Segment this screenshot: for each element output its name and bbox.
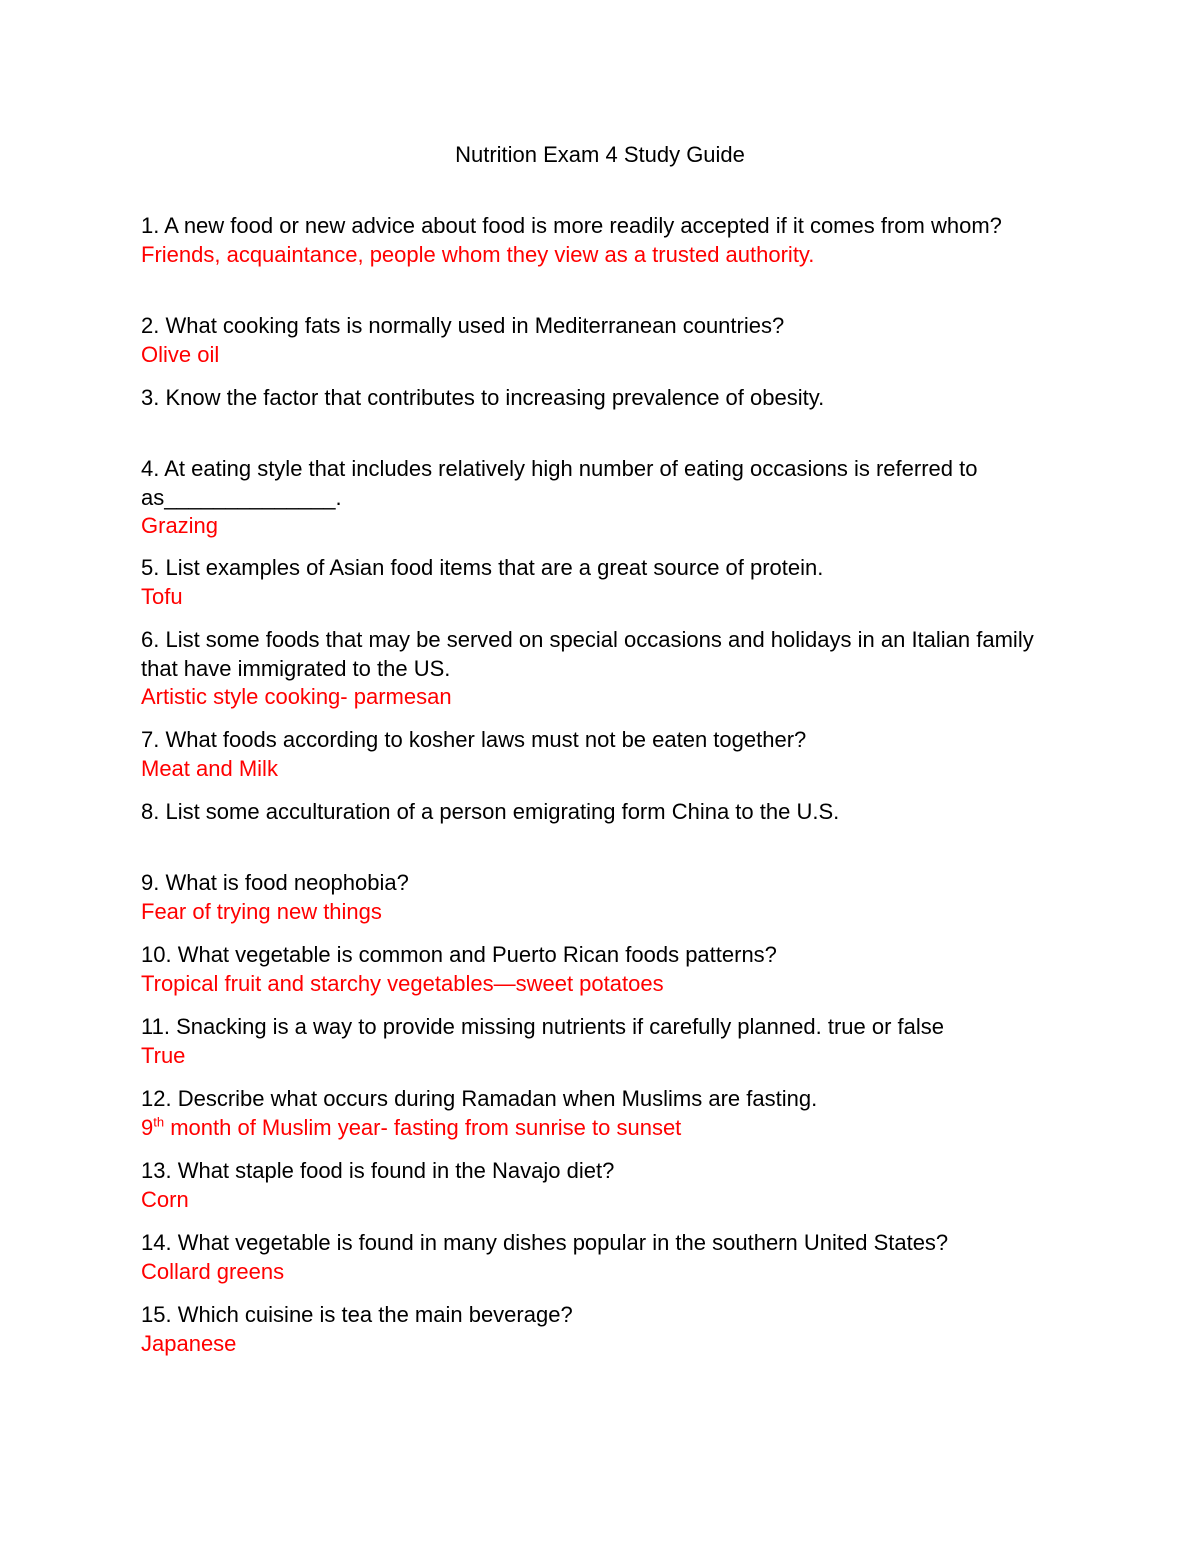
answer-text: Collard greens bbox=[141, 1258, 285, 1284]
question-block-3 bbox=[141, 384, 1061, 413]
answer-text: Friends, acquaintance, people whom they view as a trusted authority. bbox=[141, 241, 815, 267]
answer-text: Tropical fruit and starchy vegetables—sweet potatoes bbox=[141, 970, 664, 996]
question-text: 10. What vegetable is common and Puerto Rican foods patterns? bbox=[141, 942, 777, 967]
question-block-11 bbox=[141, 1013, 1061, 1070]
question-block-12 bbox=[141, 1085, 1061, 1142]
answer-ordinal-suffix: th bbox=[153, 1114, 165, 1130]
question-text: 12. Describe what occurs during Ramadan when Muslims are fasting. bbox=[141, 1086, 818, 1111]
question-block-2 bbox=[141, 312, 1061, 369]
answer-text: Artistic style cooking- parmesan bbox=[141, 684, 452, 709]
question-text: 5. List examples of Asian food items that are a great source of protein. bbox=[141, 555, 824, 580]
question-block-10 bbox=[141, 941, 1061, 998]
answer-ordinal-number: 9 bbox=[141, 1114, 154, 1140]
question-block-4 bbox=[141, 455, 1061, 541]
answer-text: True bbox=[141, 1042, 186, 1068]
question-text: 15. Which cuisine is tea the main beverage? bbox=[141, 1302, 573, 1327]
question-block-7 bbox=[141, 726, 1061, 783]
answer-text: Corn bbox=[141, 1186, 189, 1212]
question-text: 1. A new food or new advice about food is more readily accepted if it comes from whom? bbox=[141, 213, 1002, 238]
answer-text: Olive oil bbox=[141, 341, 220, 367]
question-text: 7. What foods according to kosher laws must not be eaten together? bbox=[141, 727, 807, 752]
question-text: 14. What vegetable is found in many dishes popular in the southern United States? bbox=[141, 1230, 949, 1255]
question-text: 4. At eating style that includes relatively high number of eating occasions is referred to as______________. bbox=[141, 456, 978, 510]
answer-rest: month of Muslim year- fasting from sunrise to sunset bbox=[164, 1114, 682, 1140]
question-block-14 bbox=[141, 1229, 1061, 1286]
page-title: Nutrition Exam 4 Study Guide bbox=[455, 142, 745, 167]
question-text: 3. Know the factor that contributes to increasing prevalence of obesity. bbox=[141, 385, 825, 410]
question-block-15 bbox=[141, 1301, 1061, 1358]
question-block-8 bbox=[141, 798, 1061, 827]
answer-text: Fear of trying new things bbox=[141, 898, 382, 924]
question-text: 8. List some acculturation of a person emigrating form China to the U.S. bbox=[141, 799, 840, 824]
question-text: 2. What cooking fats is normally used in Mediterranean countries? bbox=[141, 313, 785, 338]
question-block-5 bbox=[141, 554, 1061, 611]
question-text: 9. What is food neophobia? bbox=[141, 870, 409, 895]
question-text: 13. What staple food is found in the Navajo diet? bbox=[141, 1158, 615, 1183]
answer-text: Tofu bbox=[141, 583, 183, 609]
answer-text: Grazing bbox=[141, 513, 219, 538]
question-block-9 bbox=[141, 869, 1061, 926]
answer-text bbox=[141, 1114, 1061, 1143]
question-text: 6. List some foods that may be served on special occasions and holidays in an Italian family that have immigrated to the US. bbox=[141, 627, 1034, 681]
question-block-6 bbox=[141, 626, 1061, 712]
question-text: 11. Snacking is a way to provide missing nutrients if carefully planned. true or false bbox=[141, 1014, 944, 1039]
question-block-13 bbox=[141, 1157, 1061, 1214]
answer-text: Meat and Milk bbox=[141, 755, 278, 781]
question-block-1 bbox=[141, 212, 1061, 269]
answer-text: Japanese bbox=[141, 1330, 237, 1356]
